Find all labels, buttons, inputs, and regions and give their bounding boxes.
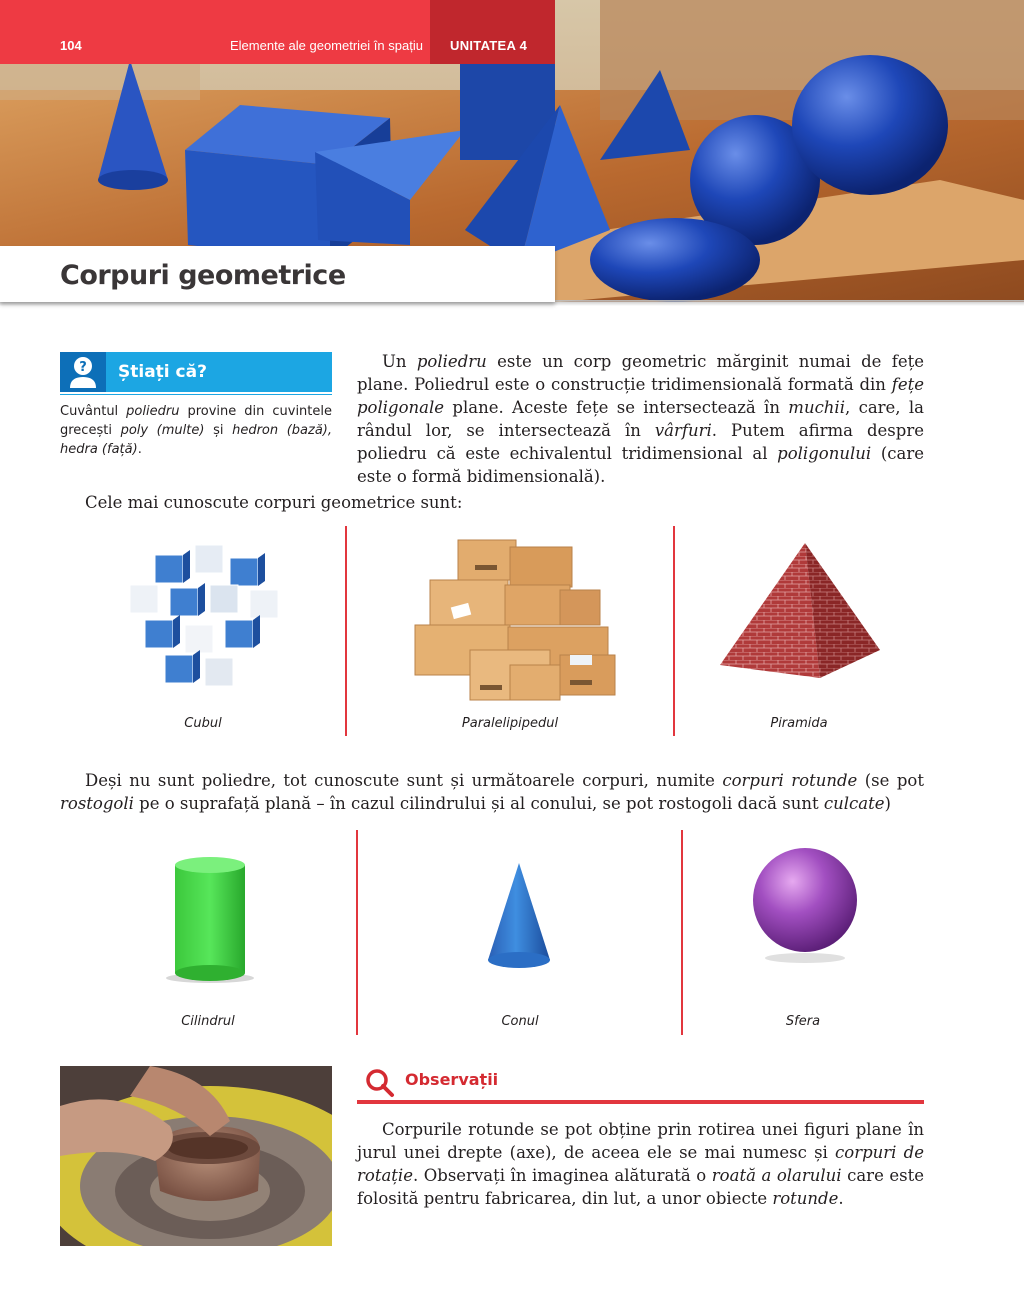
intro-part: (care este o formă bidimensională). bbox=[357, 444, 924, 486]
observations-divider bbox=[357, 1100, 924, 1104]
tip-box-text bbox=[60, 402, 332, 459]
tip-text-part: poly (multe) bbox=[120, 423, 205, 438]
magnifier-icon bbox=[365, 1068, 395, 1098]
title-box bbox=[0, 246, 555, 302]
unit-label: UNITATEA 4 bbox=[450, 38, 528, 53]
cardboard-boxes-icon bbox=[410, 535, 630, 705]
figure-caption: Paralelipipedul bbox=[461, 716, 559, 731]
column-divider bbox=[356, 830, 358, 1035]
column-divider bbox=[345, 526, 347, 736]
tip-text-part: provine din cuvintele grecești bbox=[60, 404, 332, 438]
intro-part: vârfuri bbox=[654, 421, 712, 440]
obs-text-part: Corpurile rotunde se pot obține prin rotirea unei figuri plane în jurul unei drepte (axe), de aceea ele se mai numesc și bbox=[357, 1120, 924, 1162]
question-person-icon bbox=[60, 352, 106, 392]
intro-part: . Putem afirma despre poliedru că este echivalentul tridimensional al bbox=[357, 421, 924, 463]
tip-text-part: și bbox=[204, 423, 233, 438]
tip-box-divider bbox=[60, 394, 332, 395]
round-text-part: corpuri rotunde bbox=[722, 771, 858, 790]
figure-caption: Sfera bbox=[785, 1014, 821, 1029]
observations-title: Observații bbox=[405, 1070, 499, 1089]
brick-pyramid-icon bbox=[715, 540, 885, 680]
intro-part: poligonului bbox=[777, 444, 872, 463]
observations-header bbox=[357, 1066, 924, 1106]
unit-bar bbox=[430, 0, 555, 64]
intro-paragraph bbox=[357, 350, 924, 488]
page-title: Corpuri geometrice bbox=[60, 260, 346, 291]
tip-box-title: Știați că? bbox=[118, 362, 207, 382]
tip-text-part: hedron (bază), hedra (față) bbox=[60, 423, 333, 457]
tip-text-part: Cuvântul bbox=[60, 404, 127, 419]
round-text-part: rostogoli bbox=[60, 794, 134, 813]
obs-text-part: care este folosită pentru fabricarea, din lut, a unor obiecte bbox=[357, 1166, 924, 1208]
green-cylinder-icon bbox=[160, 850, 260, 985]
intro-part: Un bbox=[382, 352, 417, 371]
round-text-part: ) bbox=[884, 794, 891, 813]
round-text-part: culcate bbox=[823, 794, 885, 813]
svg-text:?: ? bbox=[79, 360, 87, 375]
figure-caption: Cubul bbox=[184, 716, 222, 731]
blue-cone-icon bbox=[480, 860, 560, 975]
obs-text-part: rotunde bbox=[772, 1189, 839, 1208]
intro-part: este un corp geometric mărginit numai de fețe plane. Poliedrul este o construcție tridimensională formată din bbox=[357, 352, 924, 394]
obs-text-part: corpuri de rotație bbox=[357, 1143, 924, 1185]
chapter-title: Elemente ale geometriei în spațiu bbox=[230, 38, 423, 53]
column-divider bbox=[673, 526, 675, 736]
page-number: 104 bbox=[60, 38, 82, 53]
intro-part: fețe poligonale bbox=[357, 375, 924, 417]
round-text-part: pe o suprafață plană – în cazul cilindrului și al conului, se pot rostogoli dacă sunt bbox=[133, 794, 824, 813]
pottery-wheel-photo bbox=[60, 1066, 332, 1246]
purple-sphere-icon bbox=[750, 840, 860, 965]
list-lead-text: Cele mai cunoscute corpuri geometrice sunt: bbox=[85, 493, 463, 512]
intro-part: plane. Aceste fețe se intersectează în bbox=[444, 398, 789, 417]
obs-text-part: . Observați în imaginea alăturată o bbox=[412, 1166, 712, 1185]
cube-blocks-icon bbox=[110, 540, 300, 700]
tip-box-header bbox=[60, 352, 332, 392]
figure-caption: Conul bbox=[501, 1014, 539, 1029]
intro-part: poliedru bbox=[416, 352, 487, 371]
figure-caption: Piramida bbox=[770, 716, 828, 731]
intro-part: , care, la rândul lor, se intersectează în bbox=[357, 398, 924, 440]
tip-text-part: poliedru bbox=[126, 404, 180, 419]
observations-text bbox=[357, 1118, 924, 1210]
header-bar bbox=[0, 0, 430, 64]
obs-text-part: . bbox=[838, 1189, 844, 1208]
tip-text-part: . bbox=[137, 442, 142, 457]
round-text-part: (se pot bbox=[857, 771, 924, 790]
intro-part: muchii bbox=[788, 398, 845, 417]
figure-caption: Cilindrul bbox=[181, 1014, 235, 1029]
column-divider bbox=[681, 830, 683, 1035]
obs-text-part: roată a olarului bbox=[711, 1166, 842, 1185]
round-bodies-paragraph bbox=[60, 769, 924, 815]
round-text-part: Deși nu sunt poliedre, tot cunoscute sunt și următoarele corpuri, numite bbox=[85, 771, 723, 790]
